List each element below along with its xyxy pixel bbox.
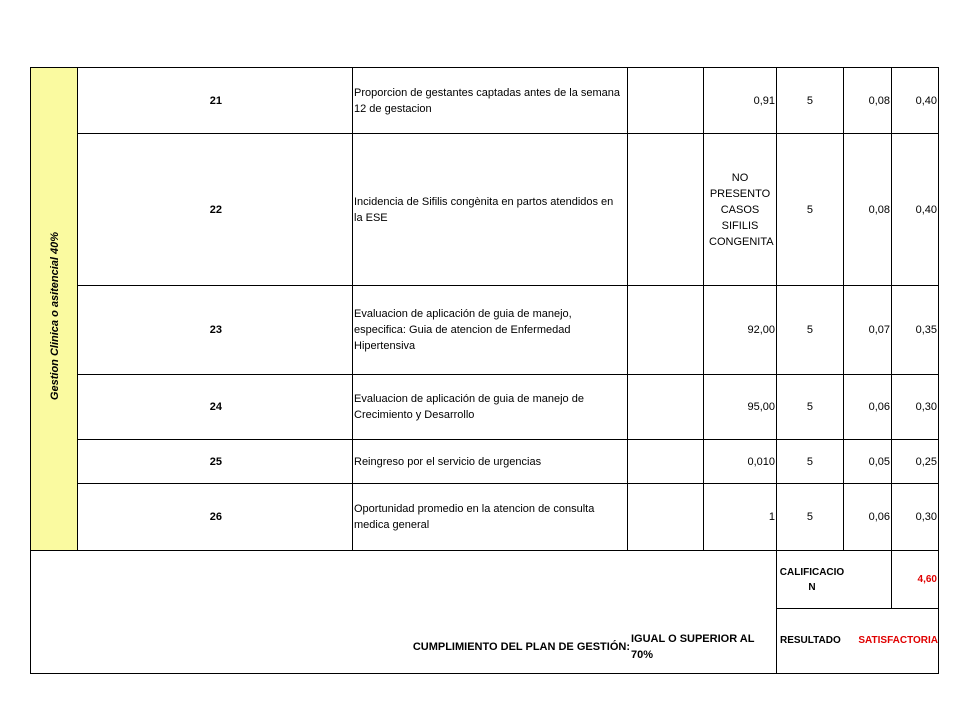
resultado-label: RESULTADO xyxy=(780,635,841,646)
col-divider xyxy=(352,67,353,551)
row-number: 24 xyxy=(209,401,222,413)
row-description: Evaluacion de aplicación de guia de manejo de Crecimiento y Desarrollo xyxy=(354,393,584,421)
row-weighted: 0,40 xyxy=(915,203,937,216)
row-result: NO PRESENTO CASOS SIFILIS CONGENITA xyxy=(709,171,774,248)
row-description: Reingreso por el servicio de urgencias xyxy=(354,455,542,468)
row-description: Oportunidad promedio en la atencion de consulta medica general xyxy=(354,503,595,531)
row-weight: 0,08 xyxy=(868,94,890,107)
row-result: 95,00 xyxy=(747,401,775,413)
row-result: 0,91 xyxy=(753,94,775,107)
resultado-value: SATISFACTORIA xyxy=(858,635,938,646)
row-weighted: 0,35 xyxy=(915,324,937,336)
row-weighted: 0,30 xyxy=(915,511,937,523)
border-bottom xyxy=(30,673,939,674)
row-number: 21 xyxy=(209,94,222,107)
row-number: 25 xyxy=(209,455,222,468)
row-result: 92,00 xyxy=(747,324,775,336)
row-result: 0,010 xyxy=(747,455,775,468)
row-number: 26 xyxy=(209,511,222,523)
row-score: 5 xyxy=(806,324,813,336)
border-left xyxy=(30,67,31,674)
row-weight: 0,05 xyxy=(868,455,890,468)
calificacion-value: 4,60 xyxy=(917,573,937,585)
row-score: 5 xyxy=(806,455,813,468)
plan-gestion-table xyxy=(30,67,939,674)
row-description: Incidencia de Sifilis congènita en partos atendidos en la ESE xyxy=(354,195,614,224)
category-side-cell xyxy=(31,68,77,550)
category-label: Gestion Clinica o asitencial 40% xyxy=(49,231,61,401)
row-number: 23 xyxy=(209,324,222,336)
row-weight: 0,08 xyxy=(868,203,890,216)
border-right xyxy=(938,67,939,674)
row-weighted: 0,30 xyxy=(915,401,937,413)
row-score: 5 xyxy=(806,203,813,216)
calificacion-label: CALIFICACIO N xyxy=(779,566,845,593)
row-weight: 0,07 xyxy=(868,324,890,336)
row-score: 5 xyxy=(806,511,813,523)
threshold-text: IGUAL O SUPERIOR AL 70% xyxy=(631,633,755,661)
row-description: Proporcion de gestantes captadas antes de la semana 12 de gestacion xyxy=(354,86,621,115)
row-weighted: 0,25 xyxy=(915,455,937,468)
row-weight: 0,06 xyxy=(868,511,890,523)
cumplimiento-label: CUMPLIMIENTO DEL PLAN DE GESTIÓN: xyxy=(412,641,630,653)
row-description: Evaluacion de aplicación de guia de manejo, especifica: Guia de atencion de Enfermedad Hipertensiva xyxy=(354,308,572,352)
row-score: 5 xyxy=(806,401,813,413)
row-weight: 0,06 xyxy=(868,401,890,413)
row-weighted: 0,40 xyxy=(915,94,937,107)
row-score: 5 xyxy=(806,94,813,107)
row-result: 1 xyxy=(768,511,775,523)
col-divider xyxy=(627,67,628,551)
row-number: 22 xyxy=(209,203,222,216)
